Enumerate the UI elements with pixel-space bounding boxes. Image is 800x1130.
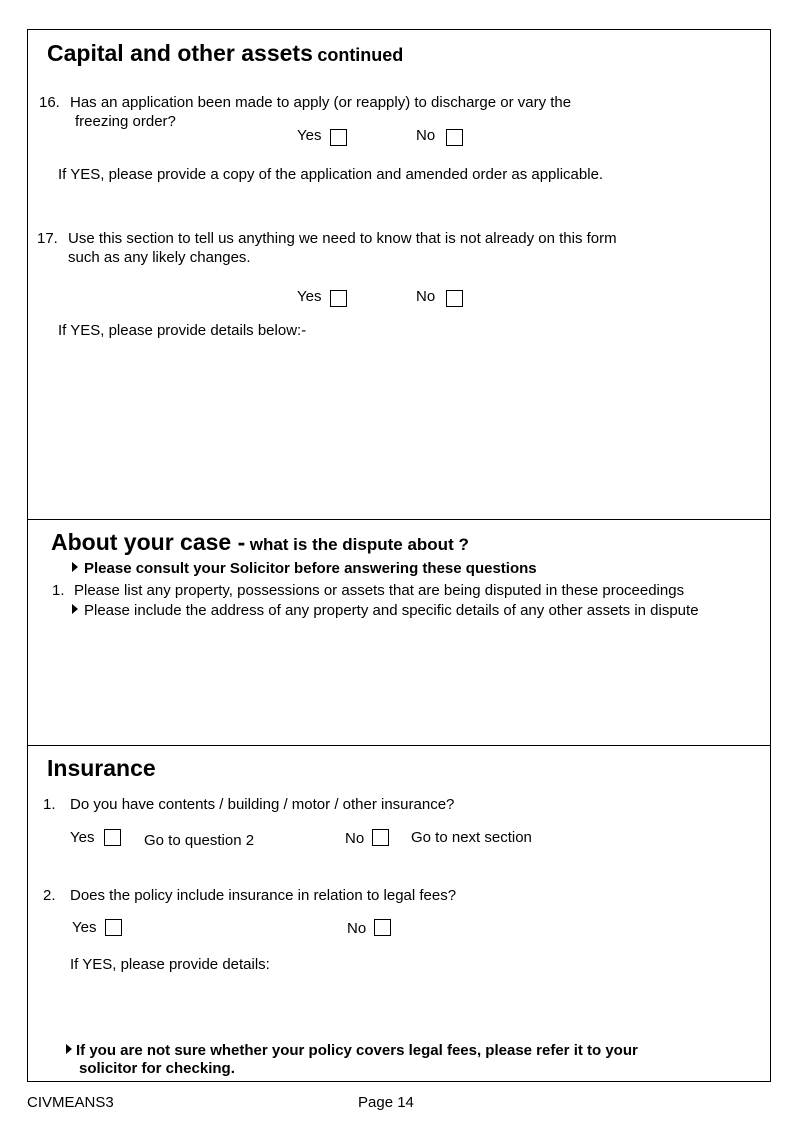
ins-q2-number: 2. (43, 887, 56, 904)
ins-q1-no-checkbox[interactable] (372, 829, 389, 846)
q17-no-checkbox[interactable] (446, 290, 463, 307)
page-number: Page 14 (358, 1094, 414, 1111)
case-consult-text: Please consult your Solicitor before answering these questions (84, 560, 537, 577)
ins-q2-no-checkbox[interactable] (374, 919, 391, 936)
ins-q2-note: If YES, please provide details: (70, 956, 270, 973)
ins-q2-yes-label: Yes (72, 919, 97, 936)
ins-q2-yes-checkbox[interactable] (105, 919, 122, 936)
q17-note: If YES, please provide details below:- (58, 322, 307, 339)
insurance-title: Insurance (47, 755, 156, 781)
case-details-area[interactable] (36, 625, 756, 735)
ins-q1-yes-label: Yes (70, 829, 95, 846)
arrow-right-icon (66, 1044, 72, 1054)
ins-notice-line2: solicitor for checking. (79, 1060, 235, 1077)
q16-yes-label: Yes (297, 127, 322, 144)
case-q1-hint (72, 602, 699, 619)
q16-yes-checkbox[interactable] (330, 129, 347, 146)
ins-notice-text1: If you are not sure whether your policy covers legal fees, please refer it to your (76, 1042, 638, 1059)
q17-text-line1: Use this section to tell us anything we need to know that is not already on this form (68, 230, 617, 247)
case-q1-number: 1. (52, 582, 65, 599)
ins-q1-no-label: No (345, 830, 365, 847)
ins-q1-no-goto: Go to next section (411, 829, 532, 846)
q16-no-checkbox[interactable] (446, 129, 463, 146)
ins-q1-yes-goto: Go to question 2 (144, 832, 255, 849)
q16-text-line2: freezing order? (75, 113, 176, 130)
ins-q2-text: Does the policy include insurance in relation to legal fees? (70, 887, 457, 904)
ins-q2-no-label: No (347, 920, 367, 937)
capital-section-title (47, 40, 403, 67)
case-section-title (51, 529, 469, 556)
q16-no-label: No (416, 127, 436, 144)
section-divider (27, 745, 771, 746)
ins-notice-line1 (66, 1042, 638, 1059)
case-title-suffix: what is the dispute about ? (249, 535, 469, 554)
ins-q1-yes-checkbox[interactable] (104, 829, 121, 846)
case-q1-text: Please list any property, possessions or assets that are being disputed in these proceedings (74, 582, 685, 599)
ins-details-area[interactable] (60, 978, 750, 1036)
ins-q1-number: 1. (43, 796, 56, 813)
q17-text-line2: such as any likely changes. (68, 249, 251, 266)
q17-details-area[interactable] (36, 345, 756, 510)
q17-yes-checkbox[interactable] (330, 290, 347, 307)
form-code: CIVMEANS3 (27, 1094, 114, 1111)
case-consult-note (72, 560, 537, 577)
case-title: About your case - (51, 529, 246, 555)
q16-number: 16. (39, 94, 60, 111)
capital-title-suffix: continued (317, 45, 404, 65)
case-q1-hint-text: Please include the address of any property and specific details of any other assets in dispute (84, 602, 699, 619)
q16-note: If YES, please provide a copy of the application and amended order as applicable. (58, 166, 604, 183)
section-divider (27, 519, 771, 520)
ins-q1-text: Do you have contents / building / motor / other insurance? (70, 796, 455, 813)
arrow-right-icon (72, 604, 78, 614)
q16-text-line1: Has an application been made to apply (or reapply) to discharge or vary the (70, 94, 572, 111)
q17-number: 17. (37, 230, 58, 247)
capital-title: Capital and other assets (47, 40, 313, 66)
q17-yes-label: Yes (297, 288, 322, 305)
arrow-right-icon (72, 562, 78, 572)
q17-no-label: No (416, 288, 436, 305)
